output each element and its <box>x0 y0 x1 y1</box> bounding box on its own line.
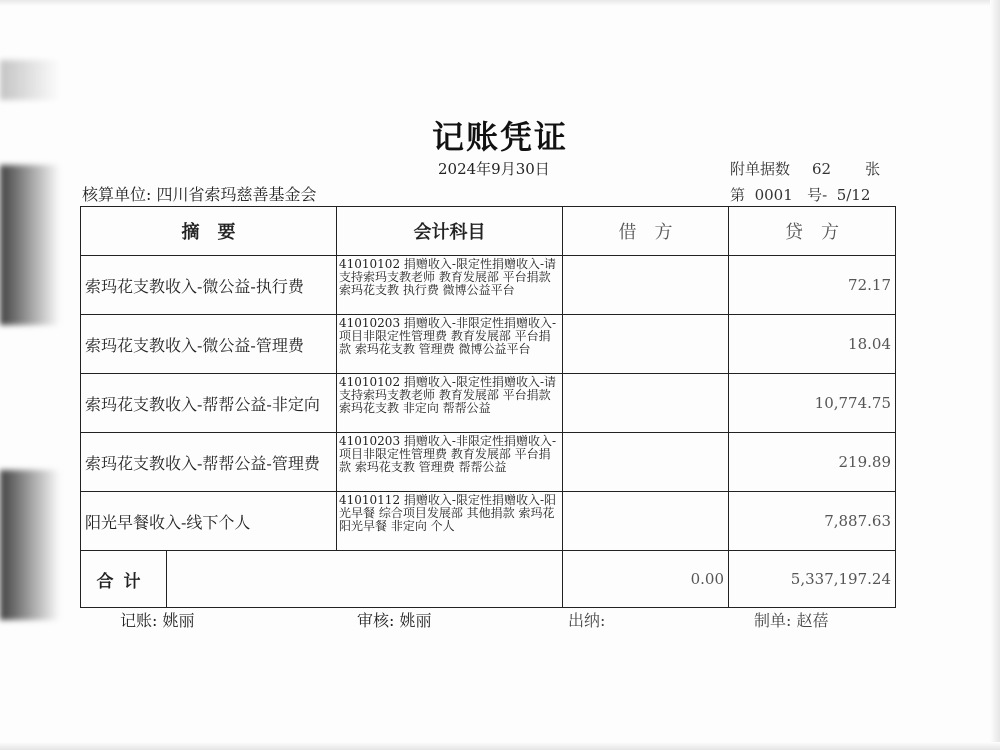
voucher-page: 5/12 <box>836 186 871 204</box>
table-row <box>81 315 896 374</box>
scan-smudge <box>0 165 60 325</box>
total-label: 合计 <box>81 551 167 608</box>
scan-smudge <box>0 60 60 100</box>
row-summary: 索玛花支教收入-帮帮公益-非定向 <box>81 374 337 433</box>
ledger-table <box>80 206 896 608</box>
row-credit: 10,774.75 <box>729 374 896 433</box>
row-summary: 索玛花支教收入-微公益-管理费 <box>81 315 337 374</box>
row-account: 41010203 捐赠收入-非限定性捐赠收入-项目非限定性管理费 教育发展部 平台捐款 索玛花支教 管理费 帮帮公益 <box>337 433 563 492</box>
document-title: 记账凭证 <box>431 118 568 156</box>
bookkeeper-signature: 记账: 姚丽 <box>120 611 195 630</box>
preparer-signature: 制单: 赵蓓 <box>754 611 829 630</box>
voucher-suffix: 号- <box>807 186 828 204</box>
row-credit: 219.89 <box>729 433 896 492</box>
scan-edge-top <box>0 0 1000 6</box>
attachments-count: 62 <box>812 160 832 178</box>
total-blank <box>167 551 563 608</box>
row-account: 41010102 捐赠收入-限定性捐赠收入-请支持索玛支教老师 教育发展部 平台捐款 索玛花支教 执行费 微博公益平台 <box>337 256 563 315</box>
row-credit: 18.04 <box>729 315 896 374</box>
voucher-number-value: 0001 <box>754 186 793 204</box>
row-debit <box>563 374 729 433</box>
header-account: 会计科目 <box>337 207 563 256</box>
row-debit <box>563 256 729 315</box>
scan-edge-bottom <box>0 742 1000 750</box>
cashier-signature: 出纳: <box>568 611 606 630</box>
total-row <box>81 551 896 608</box>
row-credit: 7,887.63 <box>729 492 896 551</box>
row-account: 41010112 捐赠收入-限定性捐赠收入-阳光早餐 综合项目发展部 其他捐款 索玛花阳光早餐 非定向 个人 <box>337 492 563 551</box>
row-debit <box>563 315 729 374</box>
table-row <box>81 256 896 315</box>
attachments-info <box>730 158 880 179</box>
table-row <box>81 374 896 433</box>
voucher-date: 2024年9月30日 <box>438 160 550 178</box>
scan-smudge <box>0 470 60 620</box>
accounting-unit <box>82 182 317 205</box>
row-summary: 索玛花支教收入-帮帮公益-管理费 <box>81 433 337 492</box>
ledger-header-row <box>81 207 896 256</box>
reviewer-signature: 审核: 姚丽 <box>357 611 432 630</box>
header-debit: 借 方 <box>563 207 729 256</box>
total-credit: 5,337,197.24 <box>729 551 896 608</box>
header-summary: 摘 要 <box>81 207 337 256</box>
total-debit: 0.00 <box>563 551 729 608</box>
attachments-label: 附单据数 <box>730 160 791 178</box>
voucher-prefix: 第 <box>730 186 746 204</box>
row-debit <box>563 433 729 492</box>
accounting-unit-label: 核算单位: <box>82 185 152 204</box>
row-credit: 72.17 <box>729 256 896 315</box>
voucher-number <box>730 184 870 205</box>
header-credit: 贷 方 <box>729 207 896 256</box>
accounting-unit-name: 四川省索玛慈善基金会 <box>156 185 317 204</box>
row-summary: 索玛花支教收入-微公益-执行费 <box>81 256 337 315</box>
row-debit <box>563 492 729 551</box>
table-row <box>81 433 896 492</box>
row-account: 41010203 捐赠收入-非限定性捐赠收入-项目非限定性管理费 教育发展部 平台捐款 索玛花支教 管理费 微博公益平台 <box>337 315 563 374</box>
attachments-unit: 张 <box>865 160 881 178</box>
row-account: 41010102 捐赠收入-限定性捐赠收入-请支持索玛支教老师 教育发展部 平台捐款 索玛花支教 非定向 帮帮公益 <box>337 374 563 433</box>
row-summary: 阳光早餐收入-线下个人 <box>81 492 337 551</box>
table-row <box>81 492 896 551</box>
